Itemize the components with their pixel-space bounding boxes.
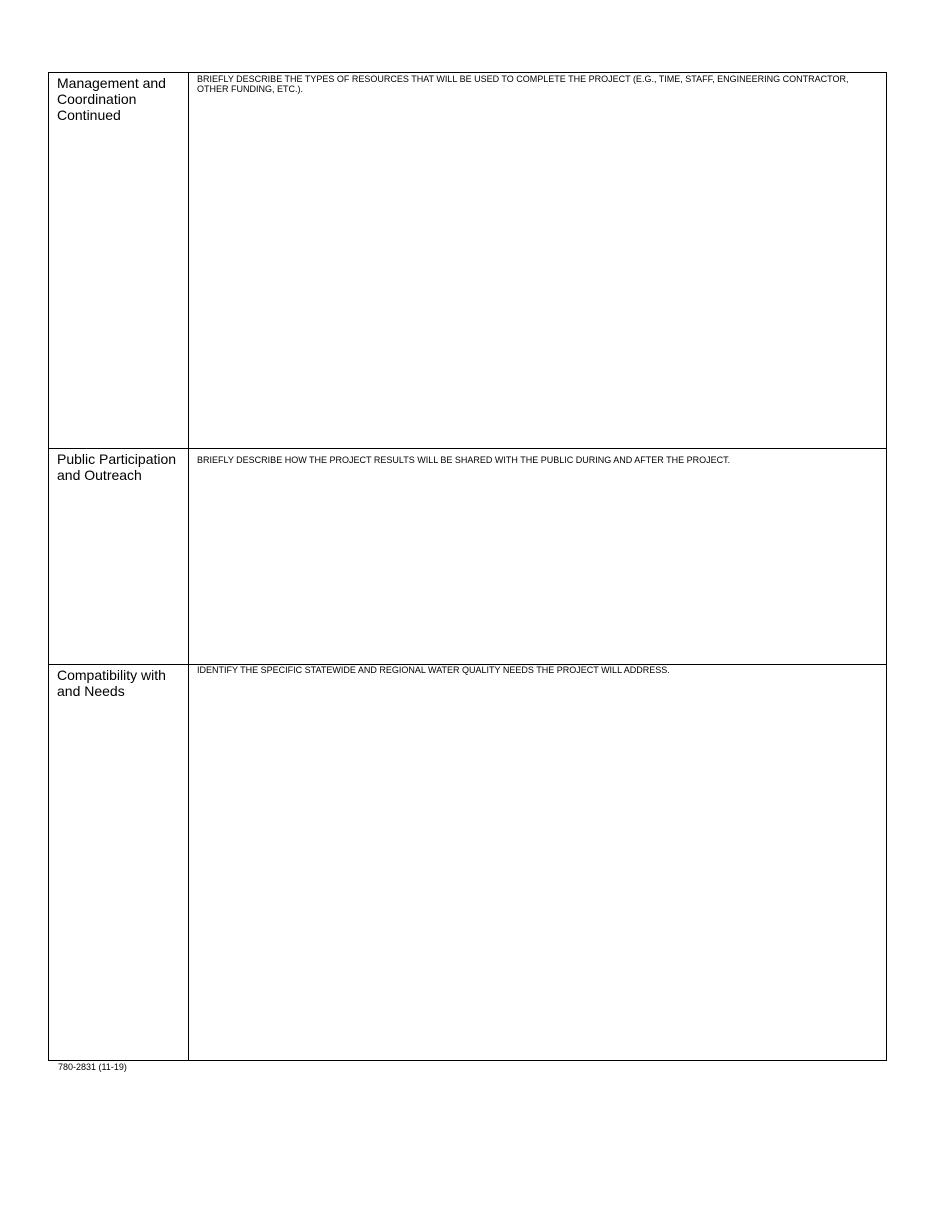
water-quality-needs-instruction: IDENTIFY THE SPECIFIC STATEWIDE AND REGIONAL WATER QUALITY NEEDS THE PROJECT WILL ADDRESS. <box>197 665 670 675</box>
form-table <box>48 72 887 1061</box>
section-content-cell <box>189 449 886 664</box>
outreach-instruction: BRIEFLY DESCRIBE HOW THE PROJECT RESULTS WILL BE SHARED WITH THE PUBLIC DURING AND AFTER THE PROJECT. <box>197 455 731 465</box>
public-participation-row <box>49 449 886 665</box>
section-label-cell <box>49 449 189 664</box>
section-label-cell <box>49 665 189 1060</box>
outreach-response-field[interactable] <box>197 471 880 660</box>
section-content-cell <box>189 73 886 448</box>
section-content-cell <box>189 665 886 1060</box>
section-label-management-coordination: Management and Coordination Continued <box>57 75 166 123</box>
management-coordination-row <box>49 73 886 449</box>
water-quality-needs-response-field[interactable] <box>197 681 880 1056</box>
resources-response-field[interactable] <box>197 99 880 444</box>
section-label-cell <box>49 73 189 448</box>
compatibility-needs-row <box>49 665 886 1060</box>
section-label-compatibility: Compatibility with and Needs <box>57 667 166 699</box>
section-label-public-participation: Public Participation and Outreach <box>57 451 177 483</box>
form-number: 780-2831 (11-19) <box>58 1062 127 1072</box>
resources-instruction: BRIEFLY DESCRIBE THE TYPES OF RESOURCES THAT WILL BE USED TO COMPLETE THE PROJECT (E.G., TIME, STAFF, ENGINEERING CONTRACTOR, OTHER FUNDING, ETC.). <box>197 74 849 94</box>
